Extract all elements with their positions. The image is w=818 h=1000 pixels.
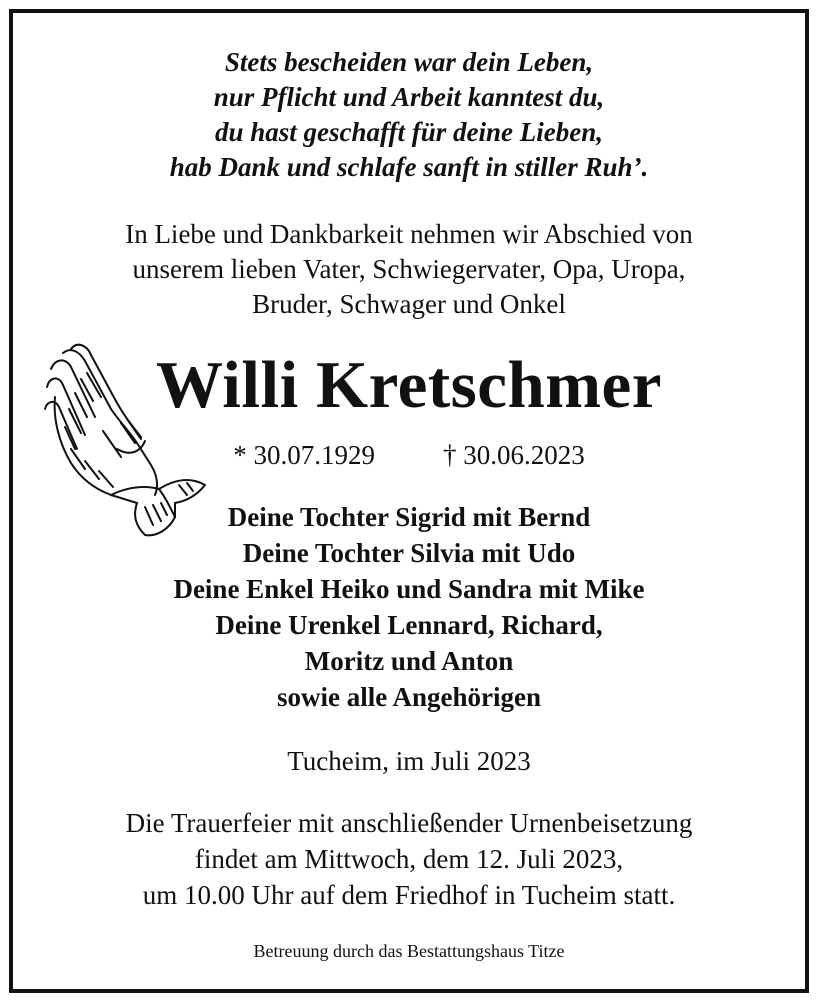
birth-date: * 30.07.1929 — [233, 440, 375, 470]
mourner-line: Deine Enkel Heiko und Sandra mit Mike — [173, 574, 645, 604]
obituary-frame — [9, 9, 809, 993]
ceremony-line: Die Trauerfeier mit anschließender Urnenbeisetzung — [125, 808, 693, 838]
intro-line: In Liebe und Dankbarkeit nehmen wir Abschied von — [125, 219, 693, 249]
intro-text — [13, 217, 805, 322]
ceremony-line: findet am Mittwoch, dem 12. Juli 2023, — [194, 844, 624, 874]
mourner-line: Moritz und Anton — [304, 646, 514, 676]
poem-line: nur Pflicht und Arbeit kanntest du, — [213, 82, 605, 112]
mourner-line: Deine Tochter Silvia mit Udo — [242, 538, 576, 568]
mourner-line: Deine Urenkel Lennard, Richard, — [215, 610, 603, 640]
place-and-date: Tucheim, im Juli 2023 — [287, 746, 531, 776]
poem-line: du hast geschafft für deine Lieben, — [214, 117, 603, 147]
funeral-home-credit: Betreuung durch das Bestattungshaus Titze — [253, 941, 565, 961]
ceremony-info — [13, 805, 805, 913]
ceremony-line: um 10.00 Uhr auf dem Friedhof in Tucheim statt. — [142, 880, 676, 910]
intro-line: Bruder, Schwager und Onkel — [252, 289, 566, 319]
life-dates — [13, 437, 805, 473]
deceased-name: Willi Kretschmer — [155, 348, 663, 422]
death-date: † 30.06.2023 — [443, 440, 585, 470]
poem-line: hab Dank und schlafe sanft in stiller Ruh’. — [169, 152, 649, 182]
mourners-list — [13, 499, 805, 715]
mourner-line: Deine Tochter Sigrid mit Bernd — [227, 502, 591, 532]
poem — [13, 45, 805, 185]
intro-line: unserem lieben Vater, Schwiegervater, Opa, Uropa, — [132, 254, 686, 284]
poem-line: Stets bescheiden war dein Leben, — [224, 47, 594, 77]
mourner-line: sowie alle Angehörigen — [277, 682, 541, 712]
